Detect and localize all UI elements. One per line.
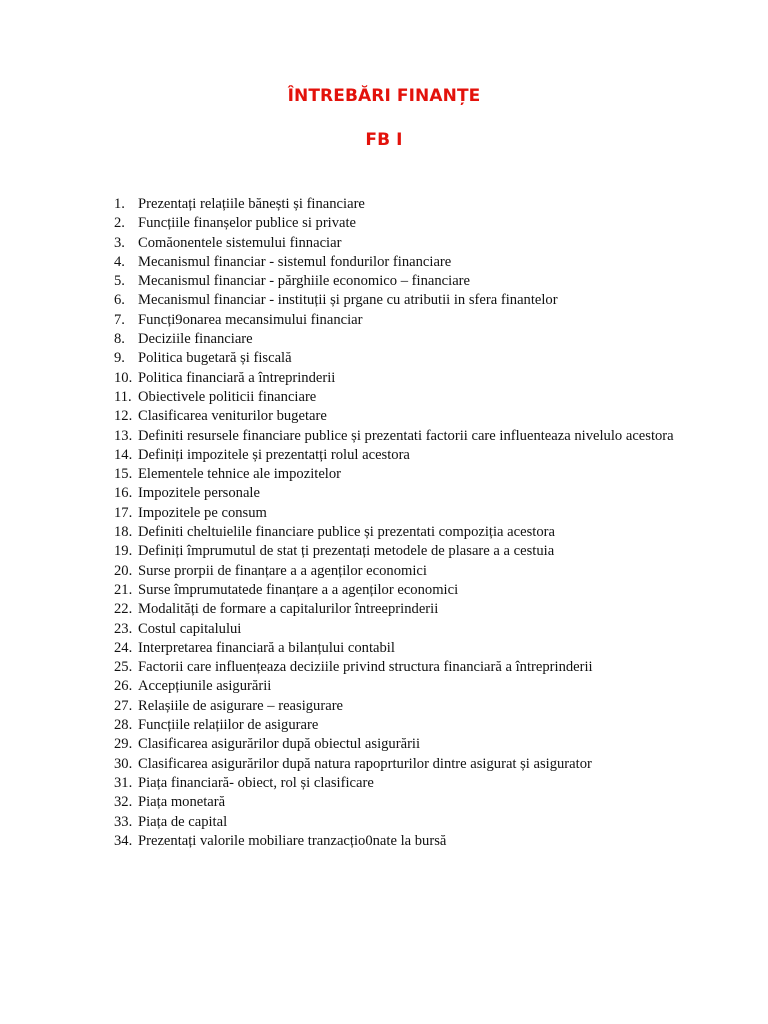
list-item bbox=[114, 234, 734, 253]
list-item-number: 12. bbox=[114, 408, 133, 425]
list-item bbox=[114, 407, 734, 426]
list-item-text: Impozitele personale bbox=[138, 485, 260, 502]
list-item-text: Definiti cheltuielile financiare publice și prezentati compoziția acestora bbox=[138, 524, 555, 541]
list-item bbox=[114, 291, 734, 310]
list-item bbox=[114, 349, 734, 368]
page-title: ÎNTREBĂRI FINANȚE bbox=[287, 86, 481, 106]
list-item-number: 7. bbox=[114, 311, 125, 328]
list-item bbox=[114, 427, 734, 446]
list-item-number: 15. bbox=[114, 466, 133, 483]
list-item-text: Obiectivele politicii financiare bbox=[138, 388, 317, 405]
list-item bbox=[114, 581, 734, 600]
list-item bbox=[114, 446, 734, 465]
list-item bbox=[114, 388, 734, 407]
list-item bbox=[114, 832, 734, 851]
list-item-number: 18. bbox=[114, 524, 133, 541]
list-item-number: 5. bbox=[114, 273, 125, 290]
list-item bbox=[114, 311, 734, 330]
list-item bbox=[114, 330, 734, 349]
list-item-text: Clasificarea asigurărilor după obiectul asigurării bbox=[138, 736, 421, 753]
list-item-number: 1. bbox=[114, 196, 125, 212]
list-item bbox=[114, 620, 734, 639]
list-item-number: 31. bbox=[114, 774, 133, 791]
question-list bbox=[114, 195, 734, 851]
list-item-text: Piața de capital bbox=[138, 813, 228, 830]
list-item-number: 33. bbox=[114, 813, 133, 830]
list-item-number: 34. bbox=[114, 832, 133, 849]
list-item-number: 4. bbox=[114, 253, 125, 270]
list-item-number: 3. bbox=[114, 234, 125, 251]
list-item-text: Funcțiile relațiilor de asigurare bbox=[138, 717, 319, 734]
list-item bbox=[114, 195, 734, 214]
list-item-number: 28. bbox=[114, 717, 133, 734]
list-item-number: 19. bbox=[114, 543, 133, 560]
list-item bbox=[114, 272, 734, 291]
list-item bbox=[114, 504, 734, 523]
list-item-number: 2. bbox=[114, 215, 125, 232]
list-item-text: Definiți împrumutul de stat ți prezentați metodele de plasare a a cestuia bbox=[138, 543, 555, 560]
list-item-number: 10. bbox=[114, 369, 133, 386]
list-item-text: Factorii care influențeaza deciziile privind structura financiară a întreprinderii bbox=[138, 659, 593, 676]
list-item-text: Definiti resursele financiare publice și prezentati factorii care influenteaza nivelulo acestora bbox=[138, 427, 674, 444]
list-item bbox=[114, 562, 734, 581]
list-item-number: 22. bbox=[114, 601, 133, 618]
list-item-number: 9. bbox=[114, 350, 125, 367]
list-item bbox=[114, 755, 734, 774]
list-item bbox=[114, 253, 734, 272]
list-item bbox=[114, 484, 734, 503]
list-item-text: Interpretarea financiară a bilanțului contabil bbox=[138, 639, 395, 656]
list-item-number: 16. bbox=[114, 485, 133, 502]
list-item-text: Mecanismul financiar - instituții și prgane cu atributii in sfera finantelor bbox=[138, 292, 558, 309]
list-item bbox=[114, 677, 734, 696]
list-item-text: Definiți impozitele și prezentatți rolul acestora bbox=[138, 446, 410, 463]
list-item-number: 8. bbox=[114, 331, 125, 348]
list-item-number: 6. bbox=[114, 292, 125, 309]
list-item-text: Costul capitalului bbox=[138, 620, 242, 637]
list-item-number: 27. bbox=[114, 697, 133, 714]
list-item-text: Funcți9onarea mecansimului financiar bbox=[138, 311, 363, 328]
list-item-text: Piața monetară bbox=[138, 794, 226, 811]
list-item-text: Politica bugetară și fiscală bbox=[138, 350, 292, 367]
list-item-text: Deciziile financiare bbox=[138, 331, 253, 348]
list-item-text: Surse împrumutatede finanțare a a agenților economici bbox=[138, 581, 459, 598]
list-item-text: Politica financiară a întreprinderii bbox=[138, 369, 336, 386]
list-item-number: 23. bbox=[114, 620, 133, 637]
list-item bbox=[114, 639, 734, 658]
list-item-text: Accepțiunile asigurării bbox=[138, 678, 272, 695]
list-item-text: Mecanismul financiar - sistemul fondurilor financiare bbox=[138, 253, 452, 270]
list-item-number: 30. bbox=[114, 755, 133, 772]
list-item-number: 29. bbox=[114, 736, 133, 753]
list-item-text: Mecanismul financiar - părghiile economico – financiare bbox=[138, 273, 471, 290]
list-item-number: 26. bbox=[114, 678, 133, 695]
list-item-number: 25. bbox=[114, 659, 133, 676]
list-item-text: Clasificarea veniturilor bugetare bbox=[138, 408, 327, 425]
list-item bbox=[114, 542, 734, 561]
list-item-number: 24. bbox=[114, 639, 133, 656]
list-item-number: 13. bbox=[114, 427, 133, 444]
list-item-text: Comăonentele sistemului finnaciar bbox=[138, 234, 342, 251]
list-item bbox=[114, 774, 734, 793]
list-item bbox=[114, 735, 734, 754]
list-item bbox=[114, 793, 734, 812]
list-item-text: Surse prorpii de finanțare a a agenților economici bbox=[138, 562, 427, 579]
list-item-text: Elementele tehnice ale impozitelor bbox=[138, 466, 342, 483]
list-item-number: 20. bbox=[114, 562, 133, 579]
list-item bbox=[114, 658, 734, 677]
list-item bbox=[114, 465, 734, 484]
list-item-text: Funcțiile finanșelor publice si private bbox=[138, 215, 357, 232]
list-item-text: Prezentați relațiile bănești și financiare bbox=[138, 196, 365, 212]
list-item bbox=[114, 716, 734, 735]
list-item-number: 32. bbox=[114, 794, 133, 811]
list-item bbox=[114, 600, 734, 619]
list-item-number: 11. bbox=[114, 388, 132, 405]
list-item-text: Clasificarea asigurărilor după natura rapoprturilor dintre asigurat și asigurator bbox=[138, 755, 592, 772]
page-subtitle: FB I bbox=[365, 130, 403, 150]
list-item-number: 21. bbox=[114, 581, 133, 598]
list-item-text: Piața financiară- obiect, rol și clasificare bbox=[138, 774, 374, 791]
list-item bbox=[114, 697, 734, 716]
list-item-number: 17. bbox=[114, 504, 133, 521]
list-item bbox=[114, 214, 734, 233]
list-item-text: Impozitele pe consum bbox=[138, 504, 267, 521]
list-item bbox=[114, 813, 734, 832]
list-item bbox=[114, 369, 734, 388]
list-item-text: Modalități de formare a capitalurilor întreeprinderii bbox=[138, 601, 439, 618]
list-item-text: Prezentați valorile mobiliare tranzacțio0nate la bursă bbox=[138, 832, 447, 849]
list-item-number: 14. bbox=[114, 446, 133, 463]
list-item-text: Relașiile de asigurare – reasigurare bbox=[138, 697, 344, 714]
list-item bbox=[114, 523, 734, 542]
